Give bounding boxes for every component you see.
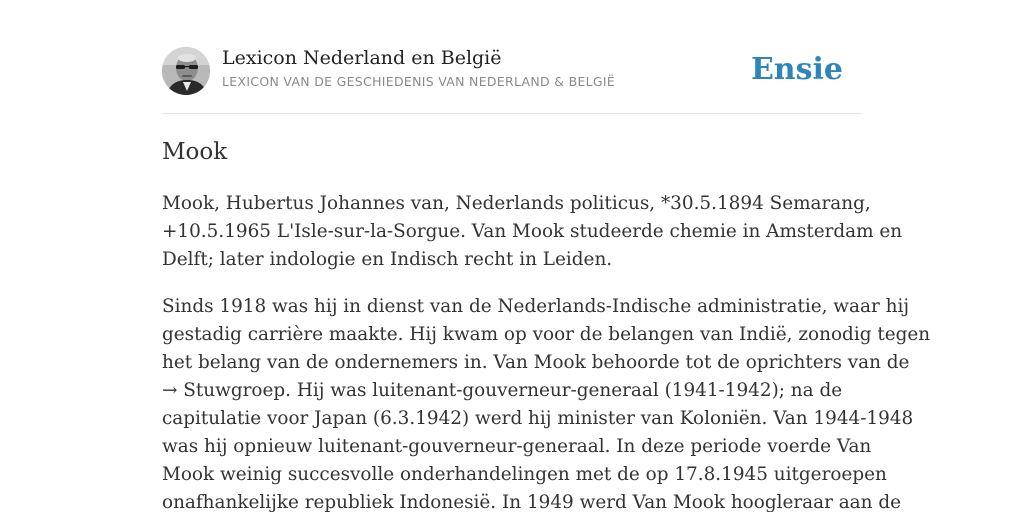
paragraph-line: . Hij was luitenant-gouverneur-generaal (1941-1942); na de bbox=[285, 380, 843, 401]
source-subtitle: LEXICON VAN DE GESCHIEDENIS VAN NEDERLAND & BELGIË bbox=[222, 74, 616, 89]
paragraph-line: +10.5.1965 L'Isle-sur-la-Sorgue. Van Mook studeerde chemie in Amsterdam en bbox=[162, 221, 903, 242]
paragraph-line: onafhankelijke republiek Indonesië. In 1949 werd Van Mook hoogleraar aan de bbox=[162, 492, 901, 512]
source-header bbox=[162, 46, 862, 96]
paragraph-line: gestadig carrière maakte. Hij kwam op voor de belangen van Indië, zonodig tegen bbox=[162, 324, 931, 345]
paragraph-line: was hij opnieuw luitenant-gouverneur-generaal. In deze periode voerde Van bbox=[162, 436, 872, 457]
paragraph-line: het belang van de ondernemers in. Van Mook behoorde tot de oprichters van de bbox=[162, 352, 910, 373]
paragraph-line: Sinds 1918 was hij in dienst van de Nederlands-Indische administratie, waar hij bbox=[162, 296, 910, 317]
article-body bbox=[162, 190, 931, 512]
paragraph-line: capitulatie voor Japan (6.3.1942) werd hij minister van Koloniën. Van 1944-1948 bbox=[162, 408, 914, 429]
paragraph-line: Mook weinig succesvolle onderhandelingen met de op 17.8.1945 uitgeroepen bbox=[162, 464, 887, 485]
article-title: Mook bbox=[162, 139, 228, 165]
paragraph-line: Delft; later indologie en Indisch recht in Leiden. bbox=[162, 249, 613, 270]
source-name[interactable]: Lexicon Nederland en België bbox=[222, 47, 502, 69]
ensie-logo-link[interactable]: Ensie bbox=[750, 52, 843, 87]
header-divider bbox=[162, 113, 862, 114]
article-paragraph bbox=[162, 190, 903, 274]
paragraph-line: Mook, Hubertus Johannes van, Nederlands politicus, *30.5.1894 Semarang, bbox=[162, 193, 871, 214]
article-paragraph bbox=[162, 293, 931, 512]
author-portrait-icon[interactable] bbox=[162, 47, 210, 95]
stuwgroep-link[interactable]: → Stuwgroep bbox=[162, 380, 286, 401]
